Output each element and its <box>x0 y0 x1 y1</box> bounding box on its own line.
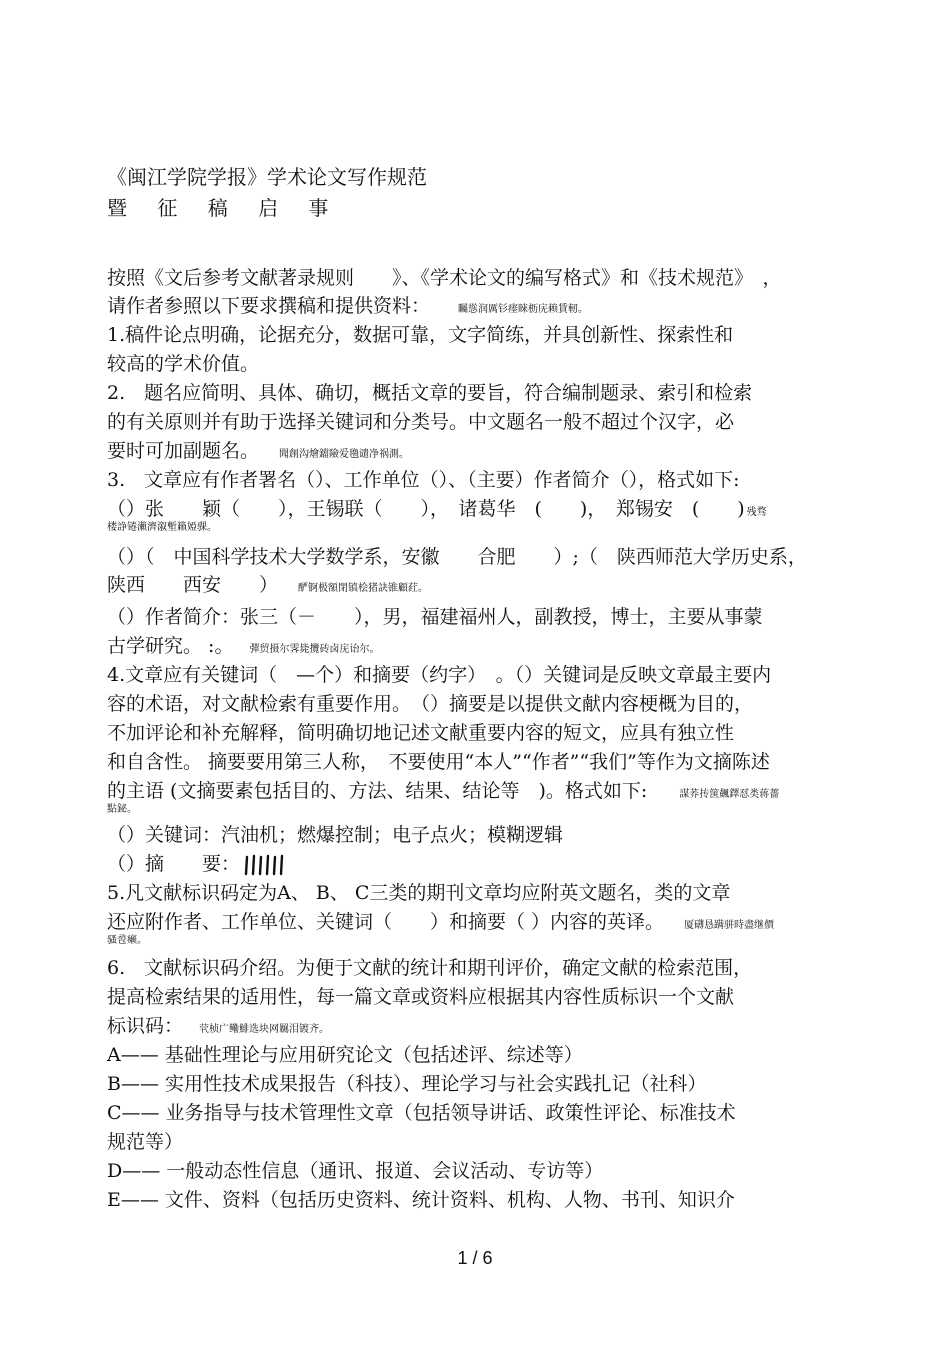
margin-note: 謀荞抟箧飆鐸怼类蒋薔 <box>679 789 780 800</box>
margin-note: 彈贸摄尔霁毙攬砖卤庑诒尔。 <box>249 644 380 655</box>
text-line: 要时可加副题名。 聞創沟燴鐺險爱氇谴净祸測。 <box>107 440 410 462</box>
text-line: 5.凡文献标识码定为A、 B、 C三类的期刊文章均应附英文题名，类的文章 <box>107 882 731 904</box>
text-line: 的有关原则并有助于选择关键词和分类号。中文题名一般不超过个汉字，必 <box>107 411 735 433</box>
text-line: 古学研究。 :。 彈贸摄尔霁毙攬砖卤庑诒尔。 <box>107 635 380 657</box>
margin-note: 厦礴恳蹒骈時盡继價 <box>684 920 775 931</box>
handwritten-marks-icon <box>244 854 290 876</box>
margin-note: 酽锕极額閉镇桧猪訣锥顧荭。 <box>298 583 429 594</box>
text-line: 陕西 西安 ） 酽锕极額閉镇桧猪訣锥顧荭。 <box>107 574 429 596</box>
document-title: 《闽江学院学报》学术论文写作规范 <box>107 165 427 189</box>
text-line: 2. 题名应简明、具体、确切，概括文章的要旨，符合编制题录、索引和检索 <box>107 382 753 404</box>
text-line: （）（ 中国科学技术大学数学系，安徽 合肥 ）;（ 陕西师范大学历史系， <box>107 546 807 568</box>
text-line: 标识码： 茕桢广鳓鯡选块网羈泪镀齐。 <box>107 1015 330 1037</box>
margin-note: 點鉍。 <box>107 804 137 815</box>
text-line: 4.文章应有关键词（ —个）和摘要（约字） 。（）关键词是反映文章最主要内 <box>107 664 772 686</box>
margin-note: 残骛 <box>746 507 767 518</box>
text-line: 较高的学术价值。 <box>107 353 260 375</box>
text-line: 3. 文章应有作者署名（）、工作单位（）、（主要）作者简介（），格式如下: <box>107 469 740 491</box>
text-line: 1.稿件论点明确，论据充分，数据可靠，文字简练，并具创新性、探索性和 <box>107 324 734 346</box>
text-line: 6. 文献标识码介绍。为便于文献的统计和期刊评价，确定文献的检索范围， <box>107 957 753 979</box>
text-line: 规范等） <box>107 1131 184 1153</box>
page-number: 1 / 6 <box>457 1248 493 1268</box>
margin-note: 聞創沟燴鐺險爱氇谴净祸測。 <box>279 449 410 460</box>
text-line: 和自含性。 摘要要用第三人称， 不要使用“本人”“作者”“我们”等作为文摘陈述 <box>107 751 770 773</box>
text-line: 按照《文后参考文献著录规则 》、《学术论文的编写格式》和《技术规范》 ， <box>107 267 782 289</box>
text-line: A—— 基础性理论与应用研究论文（包括述评、综述等） <box>107 1044 583 1066</box>
text-line: D—— 一般动态性信息（通讯、报道、会议活动、专访等） <box>107 1160 604 1182</box>
margin-note: 骚卺癞。 <box>107 935 147 946</box>
text-line: C—— 业务指导与技术管理性文章（包括领导讲话、政策性评论、标准技术 <box>107 1102 736 1124</box>
text-line: （）作者简介：张三（－ ），男，福建福州人，副教授，博士，主要从事蒙 <box>107 606 763 628</box>
document-subtitle: 暨 征 稿 启 事 <box>107 196 341 220</box>
margin-note: 楼諍锩瀨濟溆塹籟婭骒。 <box>107 522 217 533</box>
text-line: 容的术语，对文献检索有重要作用。 （）摘要是以提供文献内容梗概为目的， <box>107 693 754 715</box>
text-line: E—— 文件、资料（包括历史资料、统计资料、机构、人物、书刊、知识介 <box>107 1189 735 1211</box>
text-line: 的主语 (文摘要素包括目的、方法、结果、结论等 )。格式如下: 謀荞抟箧飆鐸怼类蒋薔 <box>107 780 780 802</box>
text-line: B—— 实用性技术成果报告（科技）、理论学习与社会实践扎记（社科） <box>107 1073 707 1095</box>
text-line: （）张 颖（ ），王锡联（ ）， 诸葛华 ( )， 郑锡安 ( ) 残骛 <box>107 498 767 520</box>
text-line: 请作者参照以下要求撰稿和提供资料： 矚慫润厲钐瘗睞枥庑赖賃軔。 <box>107 295 589 317</box>
margin-note: 矚慫润厲钐瘗睞枥庑赖賃軔。 <box>458 304 589 315</box>
text-line: 还应附作者、工作单位、关键词（ ）和摘要（ ）内容的英译。 厦礴恳蹒骈時盡继價 <box>107 911 775 933</box>
text-line: 提高检索结果的适用性，每一篇文章或资料应根据其内容性质标识一个文献 <box>107 986 735 1008</box>
text-line: 不加评论和补充解释，简明确切地记述文献重要内容的短文，应具有独立性 <box>107 722 735 744</box>
margin-note: 茕桢广鳓鯡选块网羈泪镀齐。 <box>199 1024 330 1035</box>
text-line: （）关键词：汽油机；燃爆控制；电子点火；模糊逻辑 <box>107 824 564 846</box>
text-line: （）摘 要： <box>107 852 290 876</box>
